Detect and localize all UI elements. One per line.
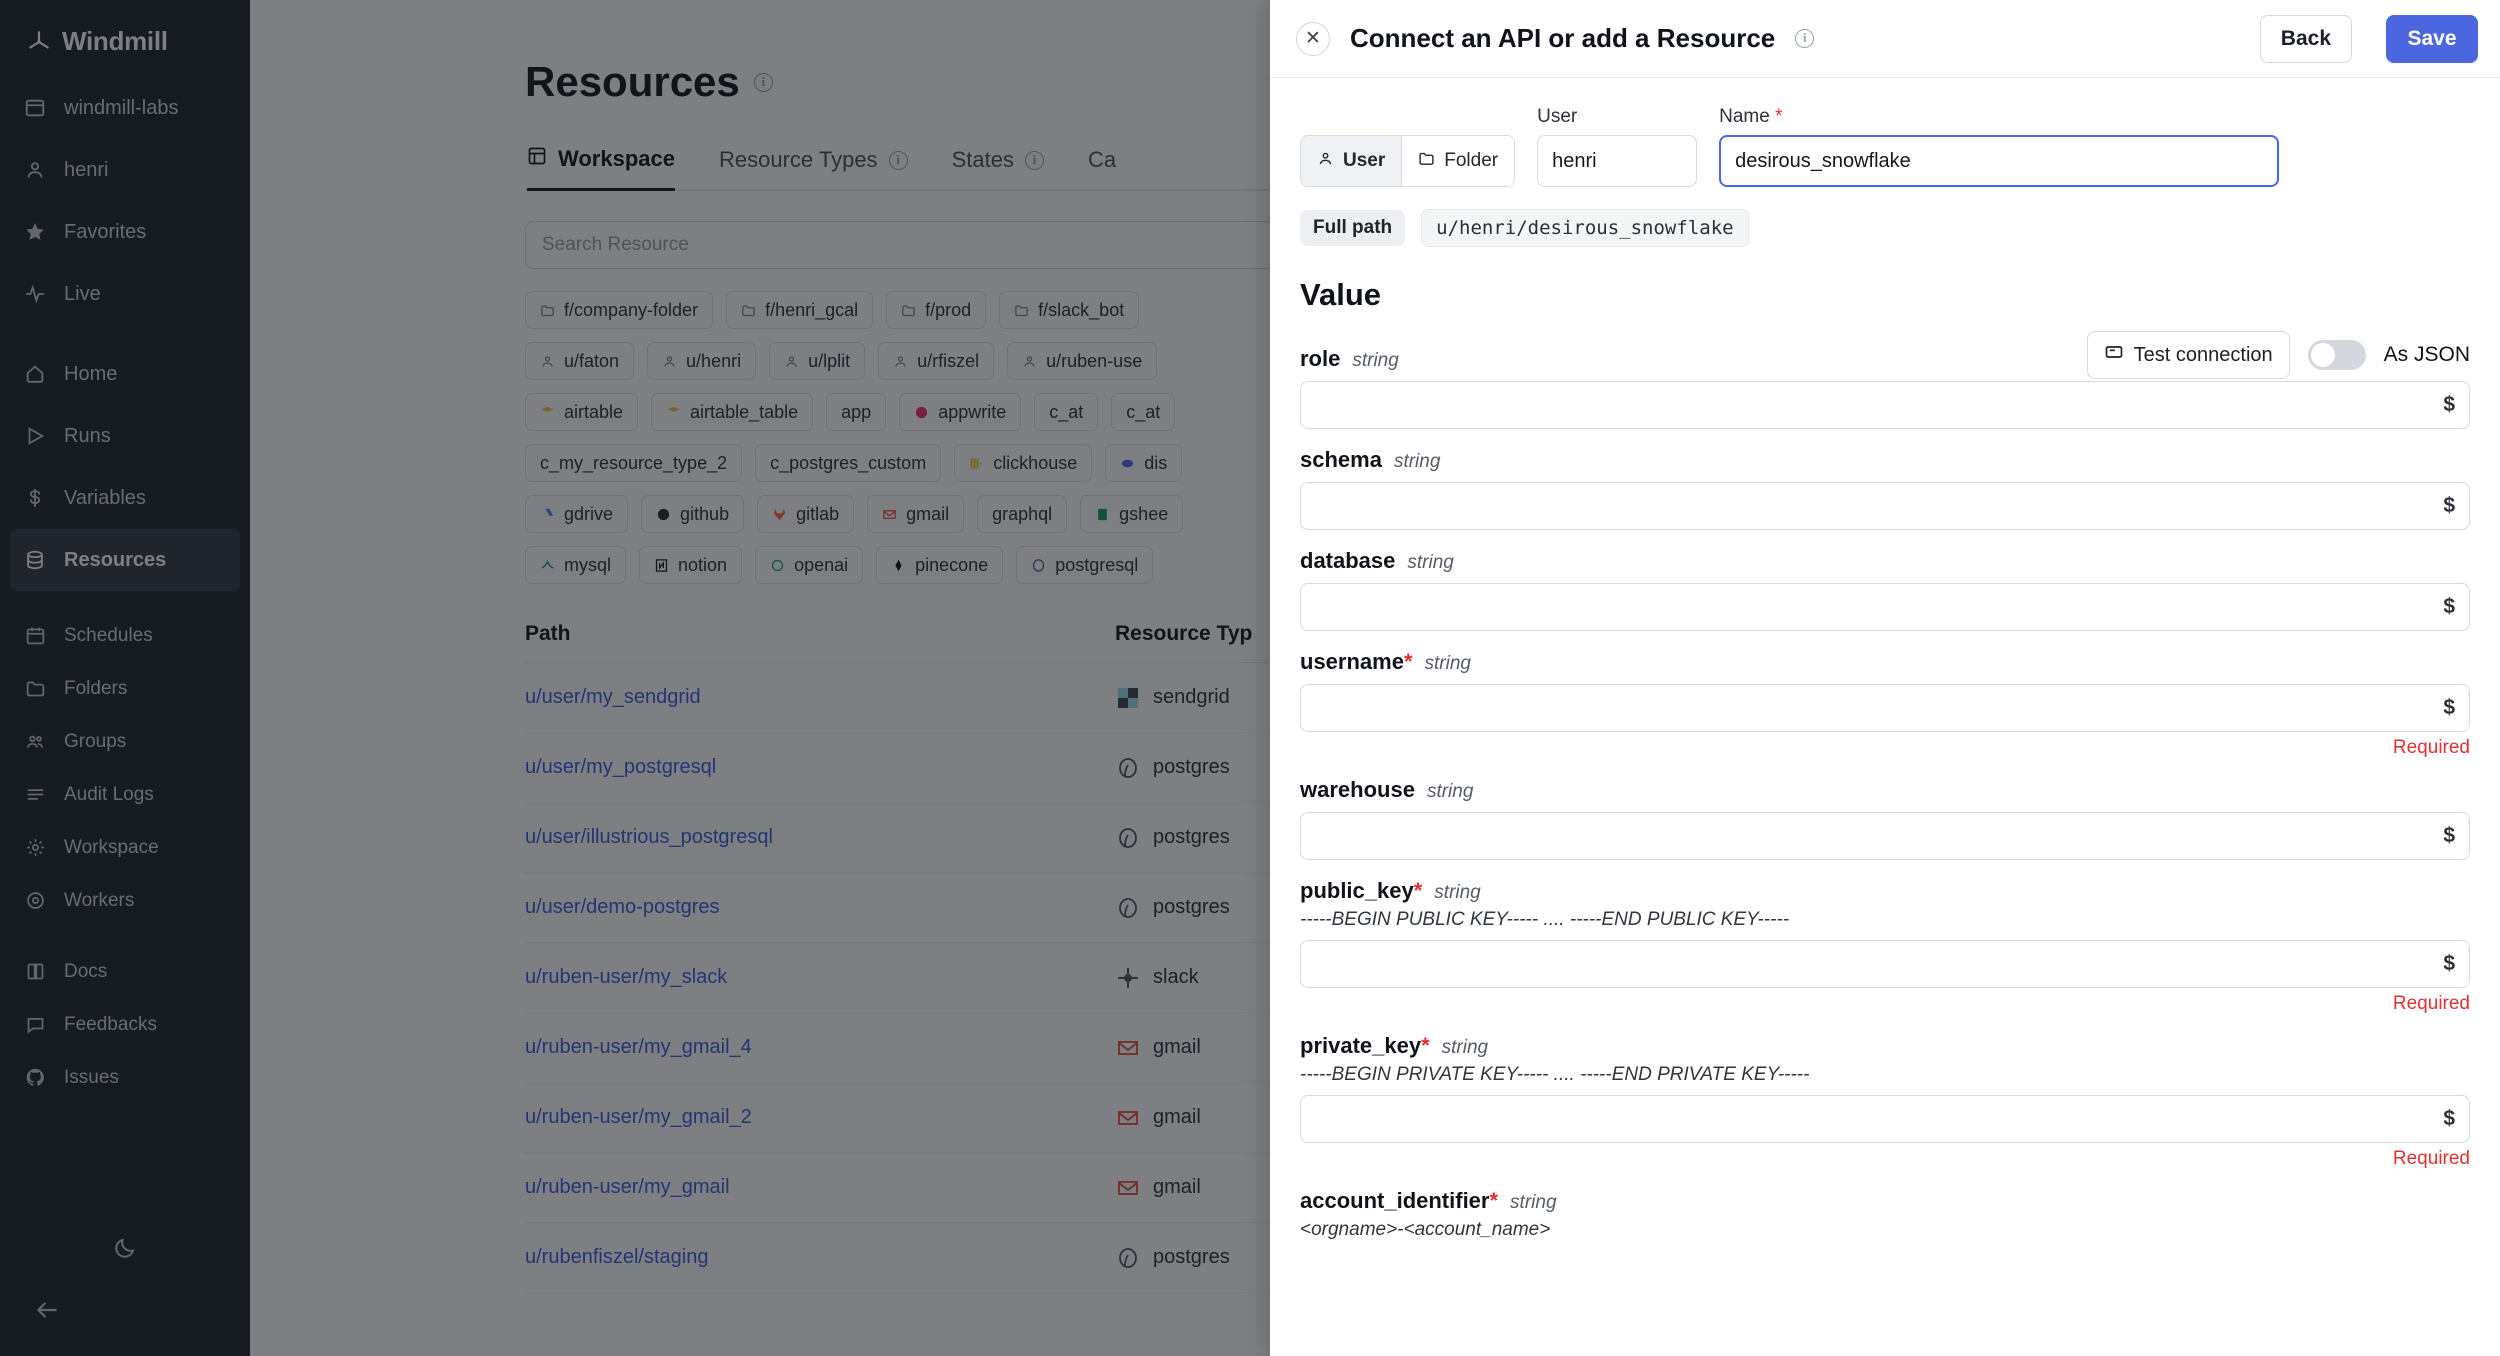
owner-kind-folder-label: Folder bbox=[1444, 150, 1499, 171]
full-path-row bbox=[1300, 209, 2470, 247]
folder-icon bbox=[1418, 150, 1435, 173]
field-label-text: public_key bbox=[1300, 878, 1414, 903]
field-error-username: Required bbox=[2392, 737, 2470, 758]
field-description: <orgname>-<account_name> bbox=[1300, 1219, 1551, 1240]
close-icon[interactable]: ✕ bbox=[1296, 22, 1330, 56]
user-field-group bbox=[1537, 106, 1697, 187]
drawer-header bbox=[1270, 0, 2500, 78]
owner-kind-folder[interactable] bbox=[1401, 136, 1514, 186]
field-database bbox=[1300, 548, 2470, 631]
field-description: -----BEGIN PRIVATE KEY----- .... -----END PRIVATE KEY----- bbox=[1300, 1064, 1810, 1085]
owner-kind-user-label: User bbox=[1343, 150, 1386, 171]
owner-kind-user[interactable] bbox=[1301, 136, 1401, 186]
dollar-icon[interactable]: $ bbox=[2443, 824, 2455, 847]
test-connection-label: Test connection bbox=[2133, 343, 2273, 366]
field-type: string bbox=[1426, 781, 1474, 802]
field-role bbox=[1300, 343, 2470, 429]
field-private-key bbox=[1300, 1033, 2470, 1170]
field-label-text: private_key bbox=[1300, 1033, 1422, 1058]
path-form bbox=[1300, 106, 2470, 187]
name-field-label-text: Name bbox=[1719, 106, 1770, 127]
field-input-private-key[interactable] bbox=[1300, 1095, 2470, 1143]
field-public-key bbox=[1300, 878, 2470, 1015]
field-input-role[interactable] bbox=[1300, 381, 2470, 429]
field-label-text: account_identifier bbox=[1300, 1188, 1490, 1213]
fields-scroll-area[interactable] bbox=[1300, 328, 2470, 1356]
info-icon[interactable]: i bbox=[1795, 29, 1814, 48]
user-input[interactable] bbox=[1537, 135, 1697, 187]
dollar-icon[interactable]: $ bbox=[2443, 393, 2455, 416]
resource-drawer bbox=[1270, 0, 2500, 1356]
required-marker: * bbox=[1489, 1188, 1499, 1213]
field-error-private-key: Required bbox=[2392, 1148, 2470, 1169]
field-type: string bbox=[1352, 350, 1399, 371]
save-button[interactable]: Save bbox=[2386, 15, 2478, 63]
dollar-icon[interactable]: $ bbox=[2443, 494, 2455, 517]
name-field-group bbox=[1719, 106, 2279, 187]
field-schema bbox=[1300, 447, 2470, 530]
field-description: -----BEGIN PUBLIC KEY----- .... -----END PUBLIC KEY----- bbox=[1300, 909, 1790, 930]
back-button[interactable]: Back bbox=[2260, 15, 2352, 63]
dollar-icon[interactable]: $ bbox=[2443, 696, 2455, 719]
field-label bbox=[1300, 1188, 1498, 1214]
field-input-warehouse[interactable] bbox=[1300, 812, 2470, 860]
user-field-label: User bbox=[1537, 106, 1578, 127]
field-label: database bbox=[1300, 548, 1396, 573]
full-path-label: Full path bbox=[1300, 210, 1405, 246]
drawer-title: Connect an API or add a Resource bbox=[1350, 23, 1776, 53]
required-marker: * bbox=[1775, 106, 1783, 127]
field-type: string bbox=[1510, 1192, 1557, 1213]
field-error-public-key: Required bbox=[2392, 993, 2470, 1014]
required-marker: * bbox=[1413, 878, 1423, 903]
field-input-schema[interactable] bbox=[1300, 482, 2470, 530]
full-path-value: u/henri/desirous_snowflake bbox=[1421, 209, 1748, 247]
required-marker: * bbox=[1403, 649, 1413, 674]
field-input-username[interactable] bbox=[1300, 684, 2470, 732]
owner-kind-toggle[interactable] bbox=[1300, 135, 1515, 187]
dollar-icon[interactable]: $ bbox=[2443, 595, 2455, 618]
field-input-database[interactable] bbox=[1300, 583, 2470, 631]
dollar-icon[interactable]: $ bbox=[2443, 952, 2455, 975]
dollar-icon[interactable]: $ bbox=[2443, 1107, 2455, 1130]
name-input-value: desirous_snowflake bbox=[1735, 149, 1911, 172]
field-warehouse bbox=[1300, 777, 2470, 860]
field-type: string bbox=[1393, 451, 1441, 472]
name-field-label bbox=[1719, 106, 2279, 128]
field-type: string bbox=[1407, 552, 1454, 573]
field-label bbox=[1300, 649, 1413, 675]
name-input[interactable] bbox=[1719, 135, 2279, 187]
user-input-value: henri bbox=[1552, 149, 1597, 172]
user-icon bbox=[1317, 150, 1334, 173]
field-type: string bbox=[1441, 1037, 1489, 1058]
field-label: schema bbox=[1300, 447, 1382, 472]
field-label-text: username bbox=[1300, 649, 1404, 674]
field-label: role bbox=[1300, 346, 1341, 371]
as-json-label: As JSON bbox=[2383, 343, 2470, 366]
field-label bbox=[1300, 878, 1422, 904]
field-type: string bbox=[1434, 882, 1481, 903]
field-username bbox=[1300, 649, 2470, 759]
field-label: warehouse bbox=[1300, 777, 1415, 802]
drawer-body bbox=[1270, 78, 2500, 1356]
value-heading: Value bbox=[1300, 277, 1381, 312]
field-type: string bbox=[1424, 653, 1471, 674]
required-marker: * bbox=[1421, 1033, 1430, 1058]
field-input-public-key[interactable] bbox=[1300, 940, 2470, 988]
field-account-identifier bbox=[1300, 1188, 2470, 1241]
field-label bbox=[1300, 1033, 1430, 1059]
